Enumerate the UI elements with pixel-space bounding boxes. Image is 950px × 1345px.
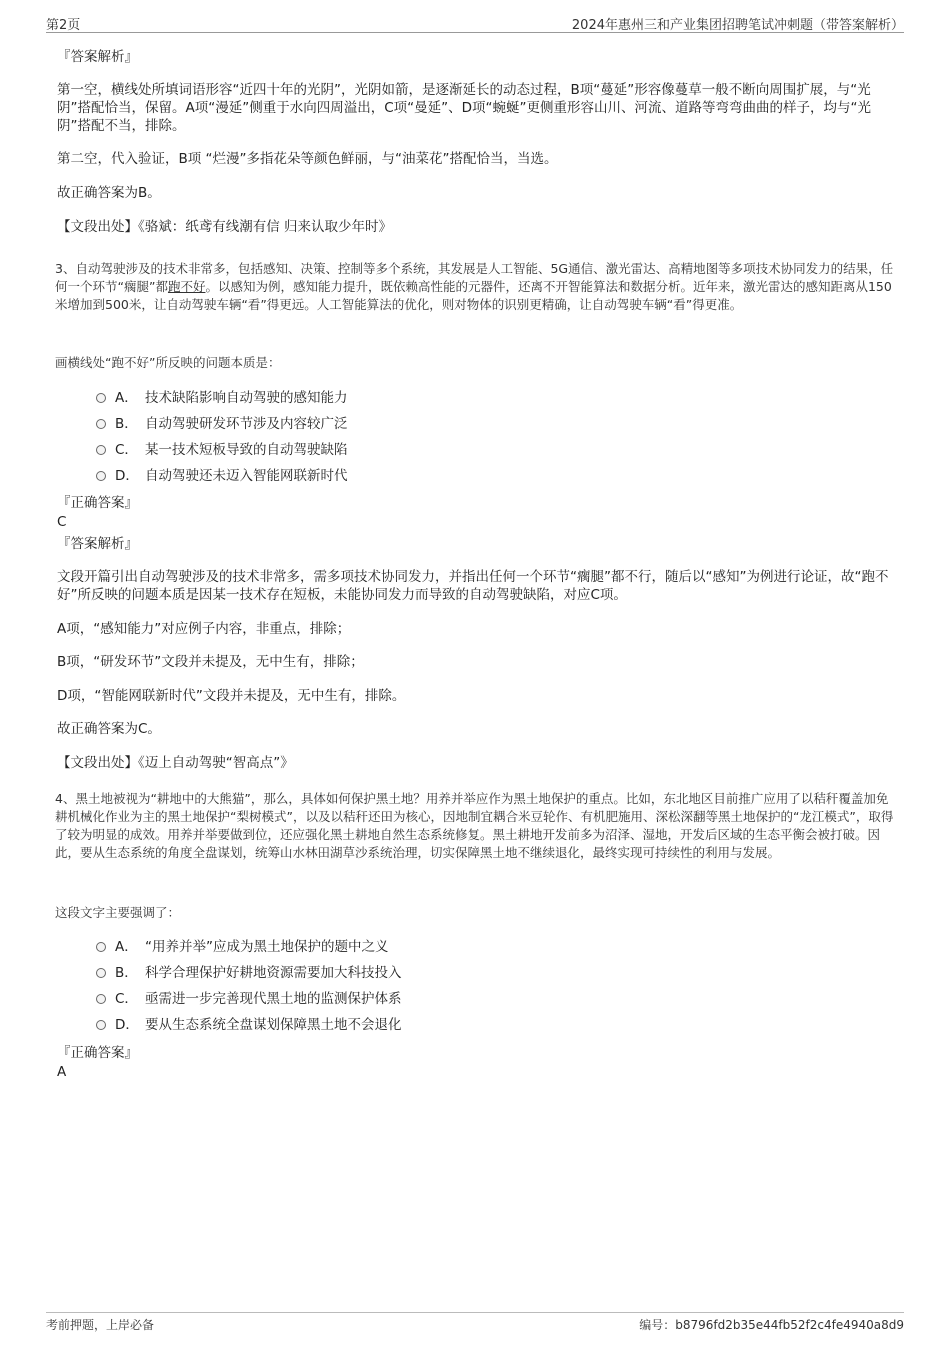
page-number: 第2页 — [46, 18, 81, 33]
q3-source: 【文段出处】《迈上自动驾驶“智高点”》 — [57, 755, 294, 771]
q3-conclusion: 故正确答案为C。 — [57, 721, 161, 737]
page-footer — [46, 1312, 904, 1335]
q4-answer-heading: 『正确答案』 — [57, 1045, 138, 1061]
q3-analysis-p1: 文段开篇引出自动驾驶涉及的技术非常多，需多项技术协同发力，并指出任何一个环节“瘸腿”都不行，随后以“感知”为例进行论证，故“跑不好”所反映的问题本质是因某一技术存在短板，未能协同发力而导致的自动驾驶缺陷，对应C项。 — [57, 569, 889, 603]
q3-option-d[interactable]: D． 自动驾驶还未迈入智能网联新时代 — [96, 466, 348, 486]
q4-option-a[interactable]: A． “用养并举”应成为黑土地保护的题中之义 — [96, 937, 389, 957]
q3-option-c[interactable]: C． 某一技术短板导致的自动驾驶缺陷 — [96, 440, 348, 460]
page-header — [46, 12, 904, 33]
radio-icon[interactable] — [96, 393, 106, 403]
q3-stem: 3、自动驾驶涉及的技术非常多，包括感知、决策、控制等多个系统，其发展是人工智能、5G通信、激光雷达、高精地图等多项技术协同发力的结果，任何一个环节“瘸腿”都跑不好。以感知为例，感知能力提升，既依赖高性能的元器件，还离不开智能算法和数据分析。近年来，激光雷达的感知距离从150米增加到500米，让自动驾驶车辆“看”得更远。人工智能算法的优化，则对物体的识别更精确，让自动驾驶车辆“看”得更准。 — [55, 261, 894, 312]
radio-icon[interactable] — [96, 968, 106, 978]
q3-analysis-b: B项，“研发环节”文段并未提及，无中生有，排除； — [57, 654, 364, 670]
q3-question: 画横线处“跑不好”所反映的问题本质是： — [55, 355, 281, 370]
radio-icon[interactable] — [96, 942, 106, 952]
q2-analysis-p1: 第一空，横线处所填词语形容“近四十年的光阴”，光阴如箭，是逐渐延长的动态过程，B项“蔓延”形容像蔓草一般不断向周围扩展，与“光阴”搭配恰当，保留。A项“漫延”侧重于水向四周溢出，C项“曼延”、D项“蜿蜒”更侧重形容山川、河流、道路等弯弯曲曲的样子，均与“光阴”搭配不当，排除。 — [57, 82, 872, 134]
q4-stem: 4、黑土地被视为“耕地中的大熊猫”，那么，具体如何保护黑土地？用养并举应作为黑土地保护的重点。比如，东北地区目前推广应用了以秸秆覆盖加免耕机械化作业为主的黑土地保护“梨树模式”，以及以秸秆还田为核心，因地制宜耦合米豆轮作、有机肥施用、深松深翻等黑土地保护的“龙江模式”，取得了较为明显的成效。用养并举要做到位，还应强化黑土耕地自然生态系统修复。黑土耕地开发前多为沼泽、湿地，开发后区域的生态平衡会被打破。因此，要从生态系统的角度全盘谋划，统筹山水林田湖草沙系统治理，切实保障黑土地不继续退化，最终实现可持续性的利用与发展。 — [55, 791, 894, 860]
radio-icon[interactable] — [96, 471, 106, 481]
q4-question: 这段文字主要强调了： — [55, 905, 181, 920]
q4-option-c[interactable]: C． 亟需进一步完善现代黑土地的监测保护体系 — [96, 989, 402, 1009]
q4-option-d[interactable]: D． 要从生态系统全盘谋划保障黑土地不会退化 — [96, 1015, 402, 1035]
q3-analysis-d: D项，“智能网联新时代”文段并未提及，无中生有，排除。 — [57, 688, 406, 704]
q3-underlined-phrase: 跑不好 — [167, 279, 206, 294]
q3-answer-heading: 『正确答案』 — [57, 495, 138, 511]
q2-source: 【文段出处】《骆斌：纸鸢有线潮有信 归来认取少年时》 — [57, 219, 393, 235]
footer-slogan: 考前押题，上岸必备 — [46, 1318, 155, 1332]
q2-analysis-p2: 第二空，代入验证，B项 “烂漫”多指花朵等颜色鲜丽，与“油菜花”搭配恰当，当选。 — [57, 151, 558, 167]
q3-analysis-heading: 『答案解析』 — [57, 536, 138, 552]
q2-analysis-heading: 『答案解析』 — [57, 49, 138, 65]
radio-icon[interactable] — [96, 419, 106, 429]
radio-icon[interactable] — [96, 445, 106, 455]
document-serial: 编号：b8796fd2b35e44fb52f2c4fe4940a8d9 — [639, 1318, 904, 1332]
q4-answer: A — [57, 1064, 67, 1080]
q3-option-b[interactable]: B． 自动驾驶研发环节涉及内容较广泛 — [96, 414, 348, 434]
q3-analysis-a: A项，“感知能力”对应例子内容，非重点，排除； — [57, 621, 351, 637]
q4-option-b[interactable]: B． 科学合理保护好耕地资源需要加大科技投入 — [96, 963, 402, 983]
q3-option-a[interactable]: A． 技术缺陷影响自动驾驶的感知能力 — [96, 388, 348, 408]
document-title: 2024年惠州三和产业集团招聘笔试冲刺题（带答案解析） — [571, 18, 904, 33]
q2-conclusion: 故正确答案为B。 — [57, 185, 161, 201]
radio-icon[interactable] — [96, 994, 106, 1004]
radio-icon[interactable] — [96, 1020, 106, 1030]
q3-answer: C — [57, 514, 67, 530]
